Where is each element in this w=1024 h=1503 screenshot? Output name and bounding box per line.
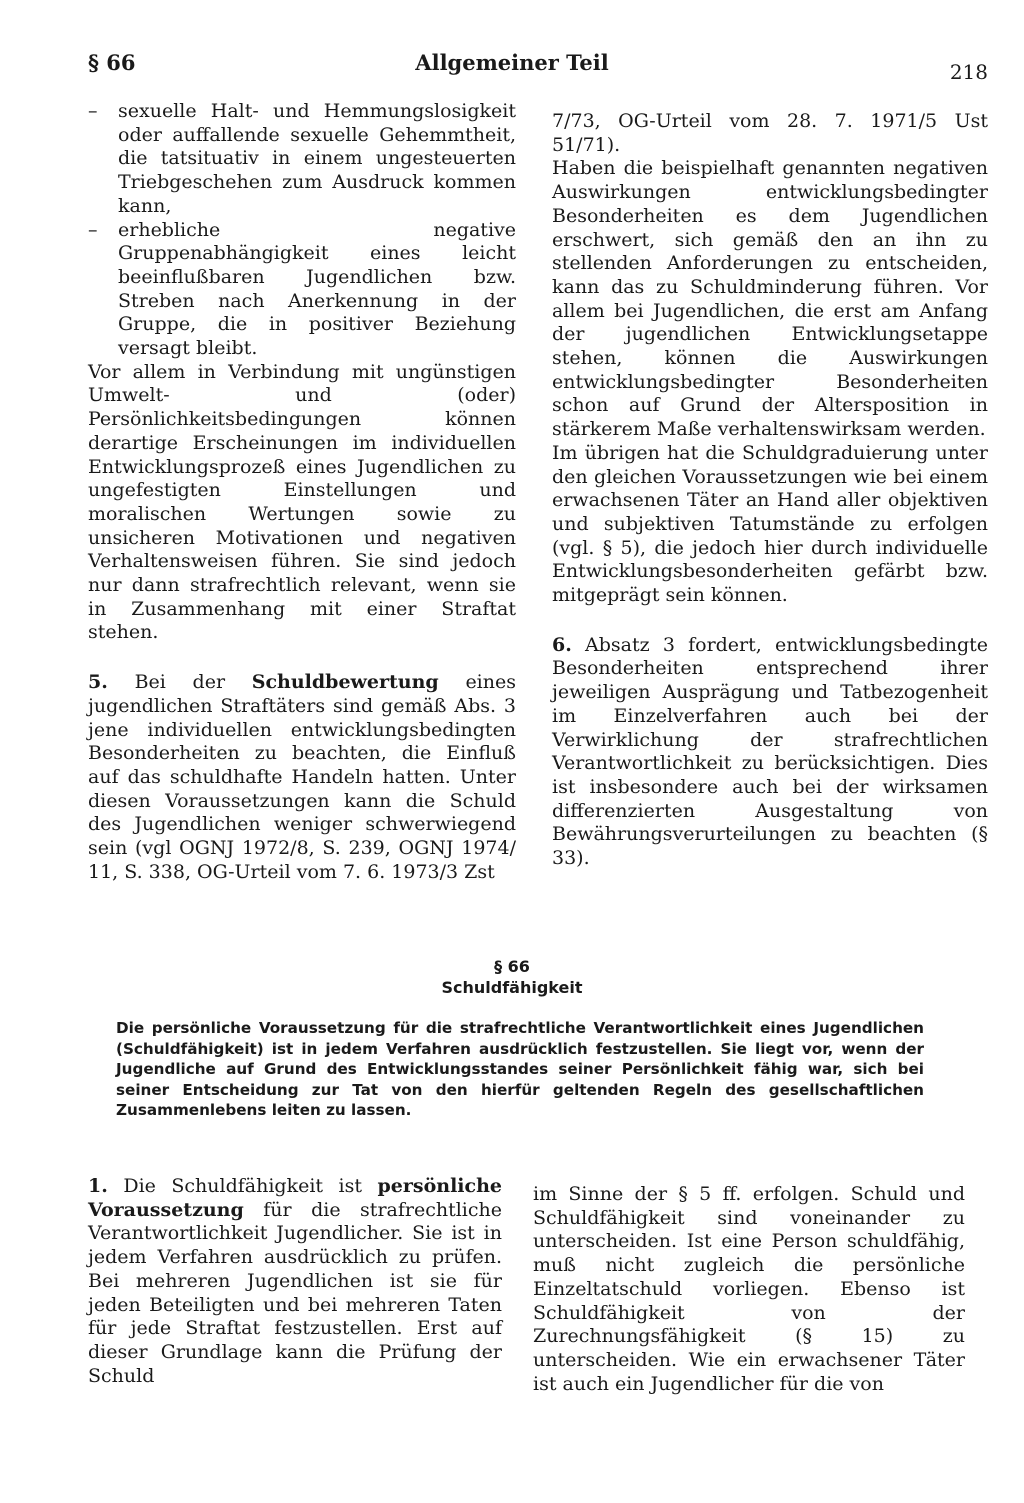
paragraph-text: Bei der — [134, 671, 226, 694]
paragraph: Haben die beispielhaft genannten negativen Auswirkungen entwicklungsbedingter Besonderheiten es dem Jugendlichen erschwert, sich gemäß den an ihn zu stellenden Anforderungen zu entscheiden, kann das zu Schuldminderung führen. Vor allem bei Jugendlichen, die erst am Anfang der jugendlichen Entwicklungsetappe stehen, können die Auswirkungen entwicklungsbedingter Besonderheiten schon auf Grund der Altersposition in stärkerem Maße verhaltenswirksam werden. — [552, 157, 988, 441]
section-number: § 66 — [494, 957, 530, 976]
paragraph-number: 5. — [88, 671, 108, 694]
header-title: Allgemeiner Teil — [415, 50, 609, 75]
paragraph-1 — [88, 1175, 502, 1388]
paragraph: Im übrigen hat die Schuldgraduierung unter den gleichen Voraussetzungen wie bei einem erwachsenen Täter an Hand aller objektiven und subjektiven Tatumstände zu erfolgen (vgl. § 5), die jedoch hier durch individuelle Entwicklungsbesonderheiten gefärbt bzw. mitgeprägt sein können. — [552, 441, 988, 607]
header-section-ref: § 66 — [88, 50, 136, 75]
bullet-dash: – — [88, 100, 98, 122]
bullet-item — [88, 219, 516, 361]
bullet-text: sexuelle Halt- und Hemmungslosigkeit oder auffallende sexuelle Gehemmtheit, die tatsituativ in einem ungesteuerten Triebgeschehen zum Ausdruck kommen kann, — [118, 100, 516, 217]
paragraph: im Sinne der § 5 ff. erfolgen. Schuld und Schuldfähigkeit sind voneinander zu unterscheiden. Ist eine Person schuldfähig, muß nicht zugleich die persönliche Einzeltatschuld vorliegen. Ebenso ist Schuldfähigkeit von der Zurechnungsfähigkeit (§ 15) zu unterscheiden. Wie ein erwachsener Täter ist auch ein Jugendlicher für die von — [533, 1183, 965, 1395]
emphasis: Schuldbewertung — [251, 671, 439, 694]
paragraph-text: Die Schuldfähigkeit ist — [123, 1175, 363, 1197]
paragraph-text: Absatz 3 fordert, entwicklungsbedingte Besonderheiten entsprechend ihrer jeweiligen Ausprägung und Tatbezogenheit im Einzelverfahren auch bei der Verwirklichung der strafrechtlichen Verantwortlichkeit zu berücksichtigen. Dies ist insbesondere auch bei der wirksamen differenzierten Ausgestaltung von Bewährungsverurteilungen zu beachten (§ 33). — [552, 633, 988, 870]
paragraph-text: eines jugendlichen Straftäters sind gemäß Abs. 3 jene individuellen entwicklungsbedingten Besonderheiten zu beachten, die Einfluß auf das schuldhafte Handeln hatten. Unter diesen Voraussetzungen kann die Schuld des Jugendlichen weniger schwerwiegend sein (vgl OGNJ 1972/8, S. 239, OGNJ 1974/ 11, S. 338, OG-Urteil vom 7. 6. 1973/3 Zst — [88, 671, 516, 883]
lower-left-column — [88, 1175, 502, 1388]
paragraph-6 — [552, 634, 988, 871]
section-title: Schuldfähigkeit — [441, 978, 583, 997]
paragraph-number: 1. — [88, 1175, 108, 1197]
lower-right-column — [533, 1183, 965, 1396]
paragraph-number: 6. — [552, 633, 572, 656]
paragraph-text: für die strafrechtliche Verantwortlichkeit Jugendlicher. Sie ist in jedem Verfahren ausdrücklich zu prüfen. Bei mehreren Jugendlichen ist sie für jeden Beteiligten und bei mehreren Taten für jede Straftat festzustellen. Erst auf dieser Grundlage kann die Prüfung der Schuld — [88, 1198, 502, 1387]
paragraph-5 — [88, 671, 516, 884]
upper-right-column — [552, 110, 988, 871]
paragraph: 7/73, OG-Urteil vom 28. 7. 1971/5 Ust 51/71). — [552, 110, 988, 156]
upper-left-column — [88, 100, 516, 885]
bullet-item — [88, 100, 516, 219]
paragraph: Vor allem in Verbindung mit ungünstigen Umwelt- und (oder) Persönlichkeitsbedingungen können derartige Erscheinungen im individuellen Entwicklungsprozeß eines Jugendlichen zu ungefestigten Einstellungen und moralischen Wertungen sowie zu unsicheren Motivationen und negativen Verhaltensweisen führen. Sie sind jedoch nur dann strafrechtlich relevant, wenn sie in Zusammenhang mit einer Straftat stehen. — [88, 360, 516, 644]
norm-text — [116, 1018, 924, 1121]
bullet-text: erhebliche negative Gruppenabhängigkeit eines leicht beeinflußbaren Jugendlichen bzw. Streben nach Anerkennung in der Gruppe, die in positiver Beziehung versagt bleibt. — [118, 218, 516, 360]
norm-paragraph: Die persönliche Voraussetzung für die strafrechtliche Verantwortlichkeit eines Jugendlichen (Schuldfähigkeit) ist in jedem Verfahren ausdrücklich festzustellen. Sie liegt vor, wenn der Jugendliche auf Grund des Entwicklungsstandes seiner Persönlichkeit fähig war, sich bei seiner Entscheidung zur Tat von den hierfür geltenden Regeln des gesellschaftlichen Zusammenlebens leiten zu lassen. — [116, 1019, 924, 1119]
emphasis: persönliche Voraussetzung — [88, 1175, 502, 1221]
page-number: 218 — [949, 60, 988, 84]
bullet-dash: – — [88, 218, 98, 241]
